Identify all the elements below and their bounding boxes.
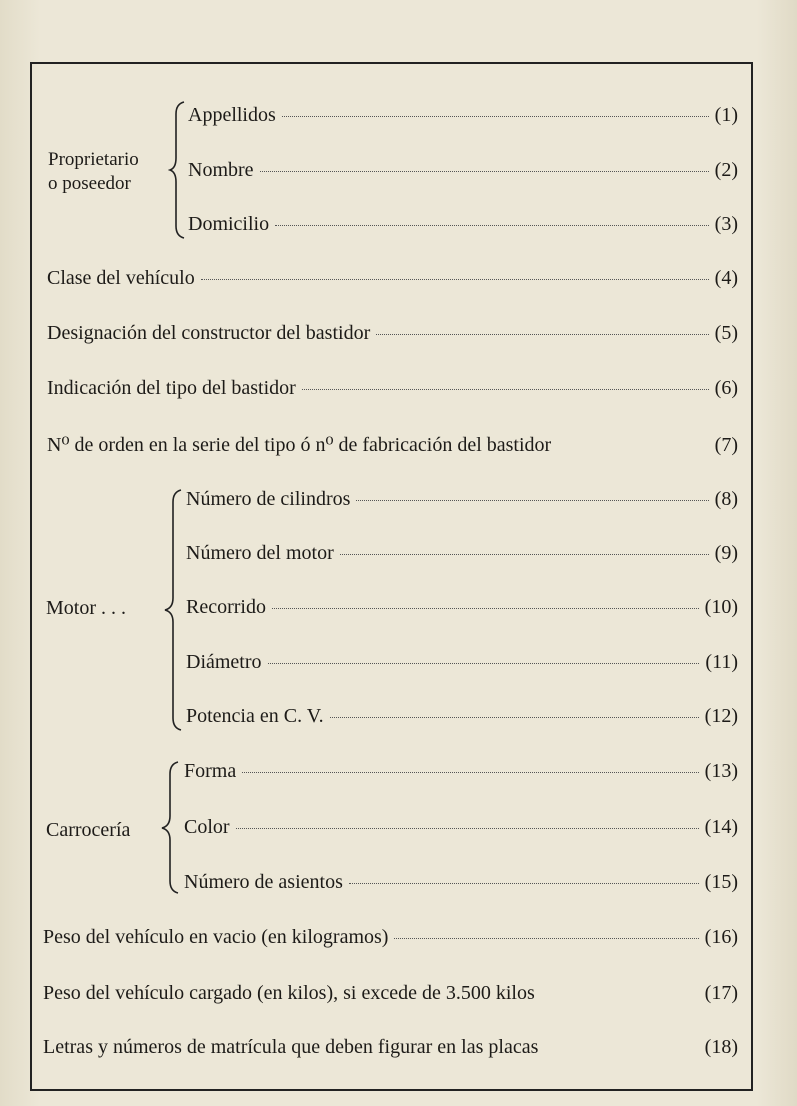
- field-label: Forma: [184, 760, 237, 782]
- field-label: Appellidos: [188, 104, 276, 126]
- field-label: Diámetro: [186, 651, 262, 673]
- field-label: Indicación del tipo del bastidor: [47, 377, 296, 399]
- dotted-line: [356, 500, 708, 501]
- field-label: Designación del constructor del bastidor: [47, 322, 371, 344]
- field-number: (16): [704, 926, 738, 948]
- dotted-line: [201, 279, 709, 280]
- brace-propietario: [168, 100, 186, 240]
- field-number: (17): [704, 982, 738, 1004]
- field-number: (12): [704, 705, 738, 727]
- dotted-line: [302, 389, 709, 390]
- field-label: Recorrido: [186, 596, 266, 618]
- dotted-line: [376, 334, 708, 335]
- dotted-line: [330, 717, 699, 718]
- dotted-line: [340, 554, 709, 555]
- dotted-line: [268, 663, 700, 664]
- dotted-line: [242, 772, 698, 773]
- field-numero-orden: [47, 432, 738, 457]
- field-numero-asientos: [184, 871, 738, 894]
- field-number: (13): [704, 760, 738, 782]
- field-number: (10): [704, 596, 738, 618]
- dotted-line: [236, 828, 699, 829]
- field-number: (7): [714, 434, 738, 456]
- brace-carroceria: [160, 760, 180, 895]
- field-peso-vacio: [43, 926, 738, 949]
- field-designacion-constructor: [47, 322, 738, 345]
- field-forma: [184, 760, 738, 783]
- brace-motor: [163, 488, 183, 733]
- field-label: Letras y números de matrícula que deben figurar en las placas: [43, 1036, 539, 1058]
- field-label: Domicilio: [188, 213, 270, 235]
- field-label: Número de asientos: [184, 871, 343, 893]
- field-number: (5): [714, 322, 738, 344]
- field-number: (3): [714, 213, 738, 235]
- dotted-line: [275, 225, 709, 226]
- field-label: Color: [184, 816, 230, 838]
- field-peso-cargado: [43, 982, 738, 1005]
- field-number: (9): [714, 542, 738, 564]
- field-number: (2): [714, 159, 738, 181]
- field-apellidos: [188, 104, 738, 127]
- dotted-line: [282, 116, 709, 117]
- dotted-line: [272, 608, 699, 609]
- field-number: (14): [704, 816, 738, 838]
- field-diametro: [186, 651, 738, 674]
- field-label: Nombre: [188, 159, 254, 181]
- field-numero-motor: [186, 542, 738, 565]
- field-label: Peso del vehículo en vacio (en kilogramos): [43, 926, 389, 948]
- field-label: N⁰ de orden en la serie del tipo ó n⁰ de fabricación del bastidor: [47, 434, 552, 456]
- field-number: (1): [714, 104, 738, 126]
- field-nombre: [188, 159, 738, 182]
- field-recorrido: [186, 596, 738, 619]
- field-number: (4): [714, 267, 738, 289]
- dotted-line: [260, 171, 709, 172]
- carroceria-label: Carrocería: [46, 819, 131, 841]
- field-potencia: [186, 705, 738, 728]
- propietario-label: [48, 148, 139, 196]
- field-number: (18): [704, 1036, 738, 1058]
- field-label: Número del motor: [186, 542, 334, 564]
- propietario-label-line2: o poseedor: [48, 173, 131, 194]
- field-label: Potencia en C. V.: [186, 705, 324, 727]
- field-tipo-bastidor: [47, 377, 738, 400]
- field-label: Peso del vehículo cargado (en kilos), si excede de 3.500 kilos: [43, 982, 535, 1004]
- field-number: (11): [705, 651, 738, 673]
- field-color: [184, 816, 738, 839]
- field-number: (6): [714, 377, 738, 399]
- field-clase-vehiculo: [47, 267, 738, 290]
- dotted-line: [394, 938, 698, 939]
- field-label: Número de cilindros: [186, 488, 351, 510]
- field-number: (8): [714, 488, 738, 510]
- propietario-label-line1: Proprietario: [48, 149, 139, 170]
- field-number: (15): [704, 871, 738, 893]
- field-matricula: [43, 1036, 738, 1059]
- field-domicilio: [188, 213, 738, 236]
- field-label: Clase del vehículo: [47, 267, 195, 289]
- dotted-line: [349, 883, 699, 884]
- motor-label: Motor . . .: [46, 597, 126, 619]
- field-numero-cilindros: [186, 488, 738, 511]
